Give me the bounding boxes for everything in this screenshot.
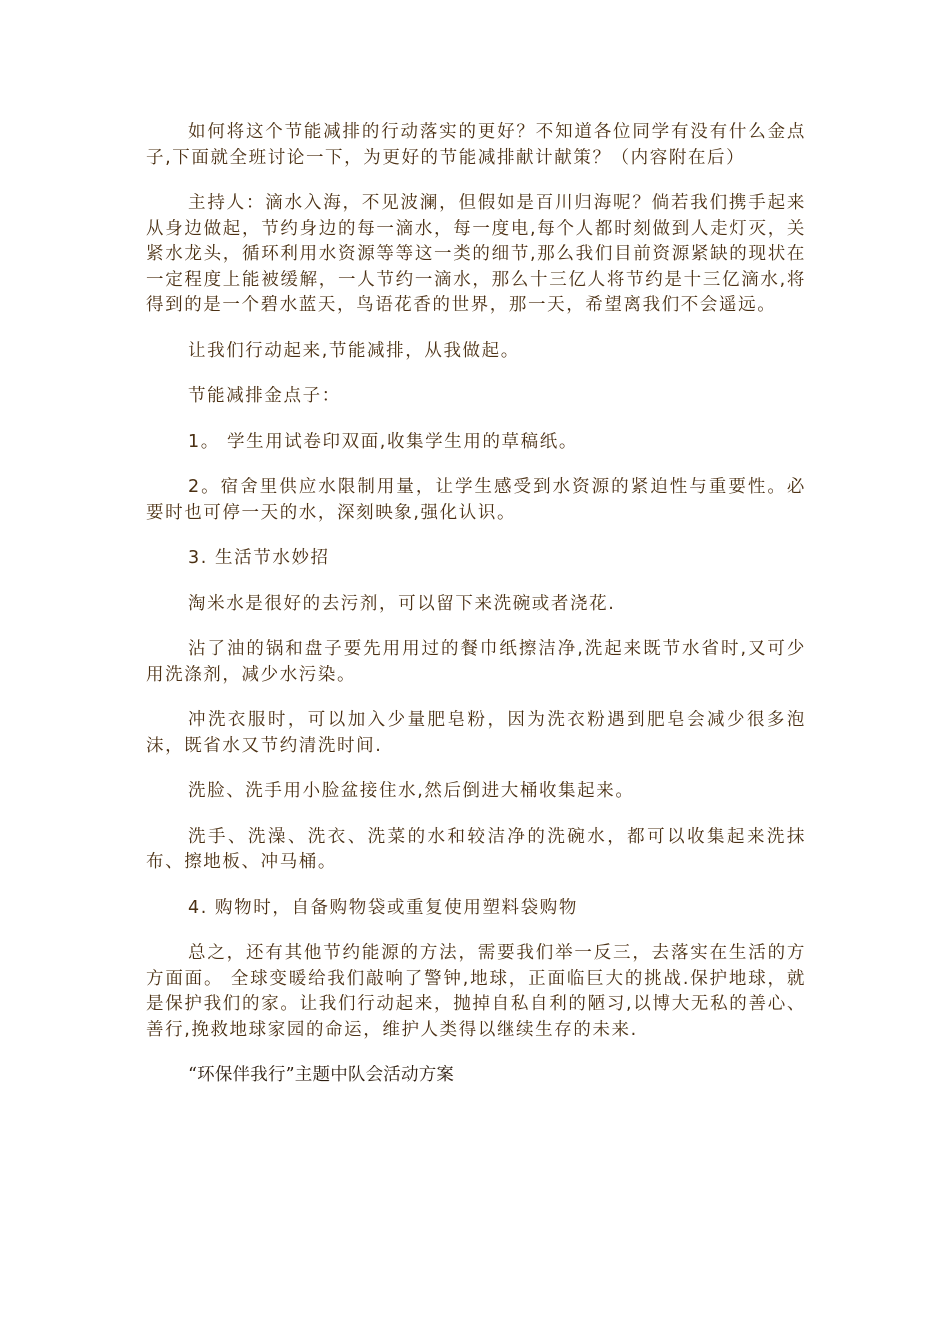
- paragraph-basin: 洗脸、洗手用小脸盆接住水,然后倒进大桶收集起来。: [188, 781, 635, 801]
- paragraph-tip-2: 2。宿舍里供应水限制用量，让学生感受到水资源的紧迫性与重要性。必要时也可停一天的水，深刻映象,强化认识。: [146, 477, 806, 523]
- paragraph-tip-4: 4. 购物时，自备购物袋或重复使用塑料袋购物: [188, 897, 578, 918]
- paragraph-intro: 如何将这个节能减排的行动落实的更好？不知道各位同学有没有什么金点子,下面就全班讨论一下，为更好的节能减排献计献策？（内容附在后）: [146, 122, 806, 168]
- paragraph-tips-heading: 节能减排金点子：: [188, 386, 341, 406]
- paragraph-oily-dishes: 沾了油的锅和盘子要先用用过的餐巾纸擦洁净,洗起来既节水省时,又可少用洗涤剂，减少水污染。: [146, 639, 806, 685]
- paragraph-host-speech: 主持人：滴水入海，不见波澜，但假如是百川归海呢？倘若我们携手起来从身边做起，节约身边的每一滴水，每一度电,每个人都时刻做到人走灯灭，关紧水龙头，循环利用水资源等等这一类的细节,那么我们目前资源紧缺的现状在一定程度上能被缓解，一人节约一滴水，那么十三亿人将节约是十三亿滴水,将得到的是一个碧水蓝天，鸟语花香的世界，那一天，希望离我们不会遥远。: [146, 193, 806, 315]
- document-body: [146, 120, 806, 1109]
- paragraph-call-to-action: 让我们行动起来,节能减排，从我做起。: [188, 340, 520, 361]
- paragraph-laundry: 冲洗衣服时，可以加入少量肥皂粉，因为洗衣粉遇到肥皂会减少很多泡沫，既省水又节约清洗时间.: [146, 710, 806, 756]
- paragraph-conclusion: 总之，还有其他节约能源的方法，需要我们举一反三，去落实在生活的方方面面。 全球变暖给我们敲响了警钟,地球，正面临巨大的挑战.保护地球，就是保护我们的家。让我们行动起来，抛掉自私自利的陋习,以博大无私的善心、善行,挽救地球家园的命运，维护人类得以继续生存的未来.: [146, 943, 806, 1040]
- paragraph-reuse-water: 洗手、洗澡、洗衣、洗菜的水和较洁净的洗碗水，都可以收集起来洗抹布、擦地板、冲马桶。: [146, 826, 806, 872]
- paragraph-rice-water: 淘米水是很好的去污剂，可以留下来洗碗或者浇花.: [188, 593, 616, 614]
- paragraph-tip-3: 3. 生活节水妙招: [188, 548, 330, 568]
- paragraph-tip-1: 1。 学生用试卷印双面,收集学生用的草稿纸。: [188, 431, 578, 452]
- paragraph-plan-title: “环保伴我行”主题中队会活动方案: [188, 1065, 455, 1085]
